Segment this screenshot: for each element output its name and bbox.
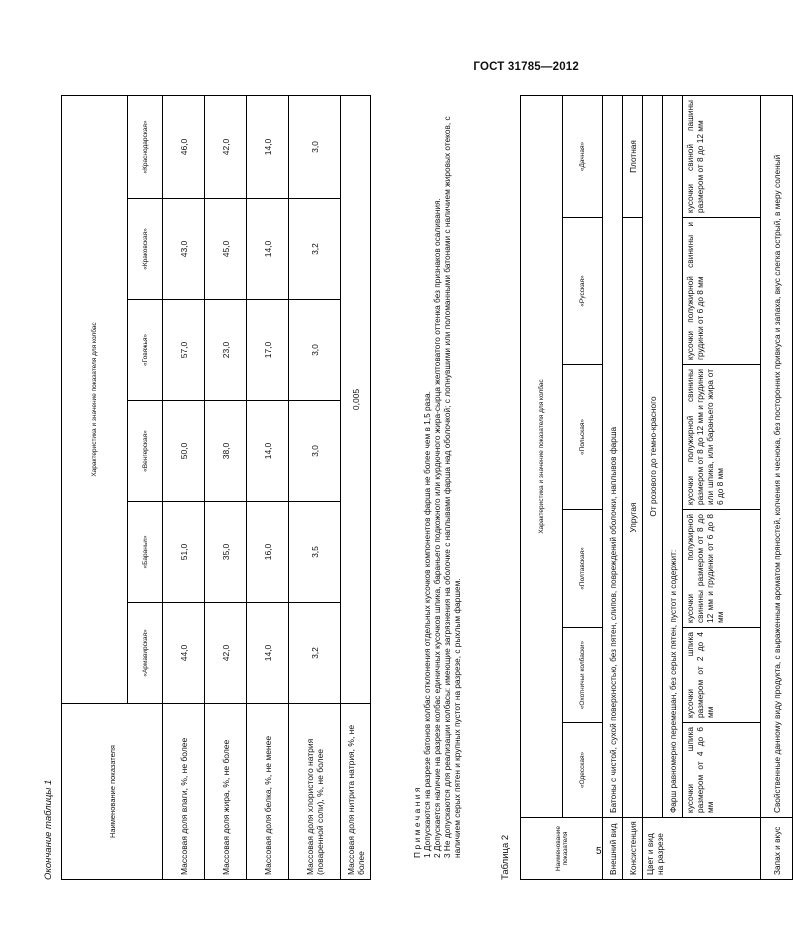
- table2-cell: кусочки свиной пашины размером от 8 до 12 мм: [683, 95, 761, 217]
- table1-caption: Окончание таблицы 1: [43, 779, 54, 880]
- table1-sausage-header: «Венгерская»: [128, 401, 163, 502]
- table1-cell: 17,0: [247, 300, 289, 401]
- table1-col-header: Наименование показателя: [62, 704, 163, 880]
- table1-cell: 14,0: [247, 95, 289, 198]
- table1-cell: 46,0: [163, 95, 205, 198]
- table2-row-name: Запах и вкус: [761, 818, 793, 880]
- table2-sausage-header: «Полтавская»: [563, 510, 603, 628]
- table1-row-name: Массовая доля влаги, %, не более: [163, 704, 205, 880]
- table1-cell: 3,0: [289, 95, 341, 198]
- table1-cell: 57,0: [163, 300, 205, 401]
- table1-sausage-header: «Краснодарская»: [128, 95, 163, 198]
- table1-sausage-header: «Говяжья»: [128, 300, 163, 401]
- table1-cell: 14,0: [247, 603, 289, 704]
- note-3: 3 Не допускаются для реализации колбасы: имеющие загрязнения на оболочке с наплывами фарша над оболочкой; с лопнувшими или поломанными батонами с наличием жировых отеков, с наличием серых пятен и крупных пустот на разрезе, с рыхлым фаршем.: [442, 116, 462, 858]
- table1-row-name: Массовая доля нитрита натрия, %, не более: [341, 704, 371, 880]
- table2-cell: Батоны с чистой, сухой поверхностью, без пятен, слипов, повреждений оболочки, наплывов фарша: [603, 95, 623, 817]
- table2-cell: Упругая: [623, 218, 643, 818]
- table2-cell: Фарш равномерно перемешан, без серых пятен, пустот и содержит:: [663, 95, 683, 817]
- table2-group-header: Характеристика и значение показателя для колбас: [521, 95, 563, 817]
- table2-cell: Свойственные данному виду продукта, с выраженным ароматом пряностей, копчения и чеснока, без посторонних привкуса и запаха, вкус слегка острый, в меру соленый: [761, 95, 793, 817]
- table1-cell: 51,0: [163, 502, 205, 603]
- table1-sausage-header: «Бараньи»: [128, 502, 163, 603]
- table1-row-name: Массовая доля хлористого натрия (поваренной соли), %, не более: [289, 704, 341, 880]
- table2-row-name: Цвет и вид на разрезе: [643, 818, 761, 880]
- table1-cell: 38,0: [205, 401, 247, 502]
- table2-cell: Плотная: [623, 95, 643, 217]
- table1-cell: 50,0: [163, 401, 205, 502]
- table1-cell: 3,2: [289, 199, 341, 300]
- table2-cell: кусочки полужирной свинины и грудинки от 6 до 8 мм: [683, 218, 761, 365]
- table1: [61, 95, 371, 880]
- table2-col-header: Наименование показателя: [521, 818, 603, 880]
- note-1: 1 Допускаются на разрезе батонов колбас отклонения отдельных кусочков компонентов фарша не более чем в 1,5 раза.: [422, 391, 432, 858]
- table2-cell: кусочки шпика размером от 2 до 4 мм: [683, 628, 761, 723]
- table1-cell: 42,0: [205, 603, 247, 704]
- table2-cell: От розового до темно-красного: [643, 95, 663, 817]
- table2-sausage-header: «Польская»: [563, 365, 603, 510]
- table1-cell: 45,0: [205, 199, 247, 300]
- standard-header: ГОСТ 31785—2012: [473, 61, 579, 73]
- table2-sausage-header: «Дачная»: [563, 95, 603, 217]
- table2-caption: Таблица 2: [500, 834, 511, 880]
- rotated-page-content: [40, 90, 782, 880]
- table1-group-header: Характеристика и значение показателя для колбас: [62, 95, 128, 703]
- table2: [520, 95, 793, 880]
- table1-row-name: Массовая доля жира, %, не более: [205, 704, 247, 880]
- table1-sausage-header: «Армавирская»: [128, 603, 163, 704]
- note-2: 2 Допускается наличие на разрезе колбас единичных кусочков шпика, бараньего подкожного или курдючного жира-сырца желтоватого оттенка без признаков осаливания.: [432, 198, 442, 858]
- table1-cell: 0,005: [341, 95, 371, 703]
- table1-cell: 23,0: [205, 300, 247, 401]
- table2-cell: кусочки полужирной свинины размером от 8 до 12 мм и грудинки или шпика, или бараньего жира от 6 до 8 мм: [683, 365, 761, 510]
- table2-sausage-header: «Охотничьи колбаски»: [563, 628, 603, 723]
- table1-cell: 3,0: [289, 300, 341, 401]
- table1-cell: 14,0: [247, 401, 289, 502]
- table1-notes: [412, 96, 462, 880]
- notes-title: Примечания: [412, 785, 422, 858]
- table1-cell: 3,5: [289, 502, 341, 603]
- table2-sausage-header: «Русская»: [563, 218, 603, 365]
- table1-row-name: Массовая доля белка, %, не менее: [247, 704, 289, 880]
- table1-cell: 35,0: [205, 502, 247, 603]
- table1-cell: 3,2: [289, 603, 341, 704]
- table2-cell: кусочки шпика размером от 4 до 6 мм: [683, 723, 761, 818]
- table2-cell: кусочки полужирной свинины размером от 8 до 12 мм и грудинки от 6 до 8 мм: [683, 510, 761, 628]
- table1-cell: 14,0: [247, 199, 289, 300]
- table1-cell: 3,0: [289, 401, 341, 502]
- table1-cell: 42,0: [205, 95, 247, 198]
- table1-cell: 44,0: [163, 603, 205, 704]
- table1-cell: 16,0: [247, 502, 289, 603]
- page-number: 5: [596, 846, 602, 857]
- table1-cell: 43,0: [163, 199, 205, 300]
- table1-sausage-header: «Краковская»: [128, 199, 163, 300]
- table2-sausage-header: «Одесская»: [563, 723, 603, 818]
- table2-row-name: Консистенция: [623, 818, 643, 880]
- table2-row-name: Внешний вид: [603, 818, 623, 880]
